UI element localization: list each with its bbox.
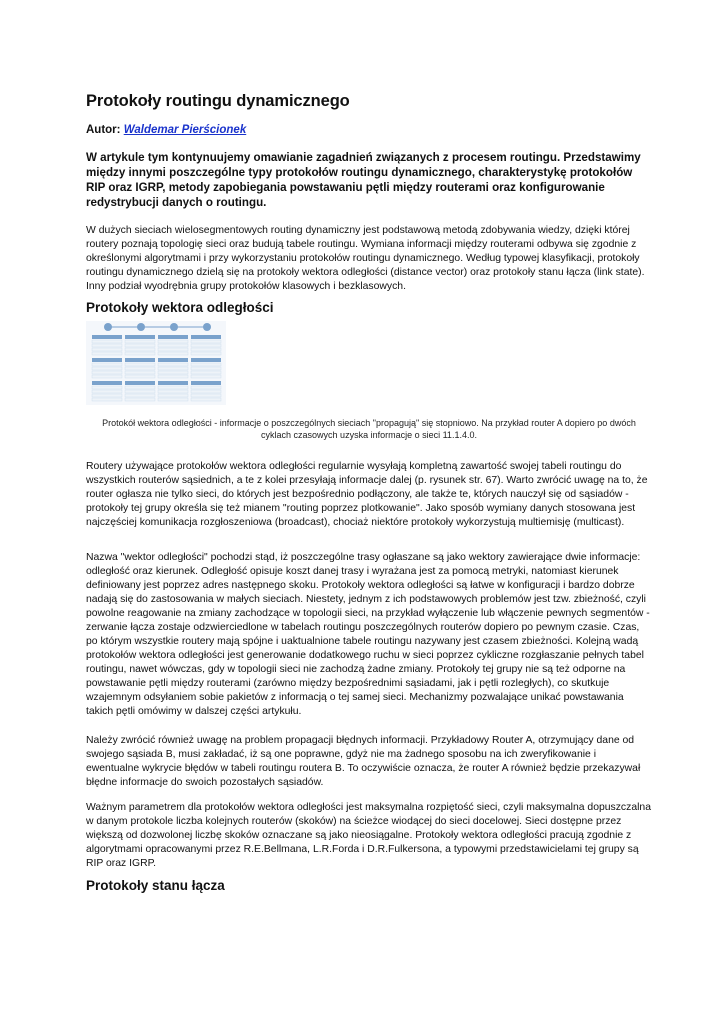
table-cell-row: [158, 390, 188, 393]
table-header: [125, 335, 155, 339]
table-header: [191, 335, 221, 339]
table-cell-row: [125, 398, 155, 401]
body-paragraph-2: Nazwa "wektor odległości" pochodzi stąd, iż poszczególne trasy ogłaszane są jako wektory zawierające dwie informacje: odległość oraz kierunek. Odległość opisuje koszt danej trasy i wyrażana jest za pomocą metryki, natomiast kierunek definiowany jest poprzez adres następnego skoku. Protokoły wektora odległości są łatwe w konfiguracji i bardzo dobrze nadają się do zastosowania w małych sieciach. Niestety, jednym z ich podstawowych problemów jest tzw. zbieżność, czyli powolne reagowanie na zmiany zachodzące w topologii sieci, na przykład wyłączenie lub włączenie pewnych segmentów - zerwanie łącza zostaje odzwierciedlone w tabelach routingu poszczególnych routerów dopiero po pewnym czasie. Czas, po którym wszystkie routery mają spójne i uaktualnione tabele routingu nazywany jest czasem zbieżności. Kolejną wadą protokołów wektora odległości jest generowanie dodatkowego ruchu w sieci poprzez cykliczne rozgłaszanie pełnych tabel routingu, nawet wówczas, gdy w topologii sieci nie zachodzą żadne zmiany. Protokoły tej grupy nie są też odporne na powstawanie pętli między routerami (zarówno między bezpośrednimi sąsiadami, jak i pętli rozległych), co skutkuje wzajemnym odsyłaniem sobie pakietów z informacją o tej samej sieci. Mechanizmy pozwalające unikać powstawania takich pętli omówimy w dalszej części artykułu.: [86, 552, 650, 717]
table-cell-row: [191, 344, 221, 347]
table-cell-row: [125, 371, 155, 374]
table-cell-row: [191, 371, 221, 374]
table-cell-row: [125, 386, 155, 389]
routing-tables-figure: [86, 321, 226, 405]
table-header: [125, 381, 155, 385]
table-cell-row: [92, 398, 122, 401]
table-cell-row: [191, 367, 221, 370]
table-cell-row: [158, 398, 188, 401]
table-header: [158, 358, 188, 362]
author-line: [86, 124, 246, 136]
author-link[interactable]: Waldemar Pierścionek: [123, 124, 247, 136]
body-paragraph-3: Należy zwrócić również uwagę na problem propagacji błędnych informacji. Przykładowy Router A, otrzymujący dane od swojego sąsiada B, musi zakładać, iż są one poprawne, gdyż nie ma żadnego sposobu na ich zweryfikowanie i ewentualne wykrycie błędów w tabeli routingu routera B. To oczywiście oznacza, że router A również będzie przekazywał błędne informacje do swoich pozostałych sąsiadów.: [86, 735, 641, 788]
author-label: Autor:: [86, 124, 121, 136]
table-cell-row: [92, 363, 122, 366]
table-cell-row: [125, 352, 155, 355]
table-cell-row: [92, 386, 122, 389]
table-cell-row: [191, 352, 221, 355]
table-cell-row: [158, 363, 188, 366]
table-cell-row: [158, 340, 188, 343]
table-cell-row: [125, 363, 155, 366]
table-cell-row: [158, 352, 188, 355]
table-header: [125, 358, 155, 362]
body-paragraph-1: Routery używające protokołów wektora odległości regularnie wysyłają kompletną zawartość swojej tabeli routingu do wszystkich routerów sąsiednich, a te z kolei przesyłają informacje dalej (p. rysunek str. 67). Warto zwrócić uwagę na to, że router ogłasza nie tylko sieci, do których jest bezpośrednio podłączony, ale także te, których nauczył się od sąsiadów - protokoły tej grupy określa się też mianem "routing poprzez plotkowanie". Jako sposób wymiany danych stosowana jest najczęściej komunikacja rozgłoszeniowa (broadcast), chociaż niektóre protokoły wykorzystują multiemisję (multicast).: [86, 461, 648, 528]
table-cell-row: [92, 367, 122, 370]
table-cell-row: [92, 390, 122, 393]
table-cell-row: [191, 375, 221, 378]
table-cell-row: [92, 344, 122, 347]
section-heading-link-state: Protokoły stanu łącza: [86, 878, 225, 893]
table-cell-row: [191, 398, 221, 401]
table-cell-row: [125, 344, 155, 347]
section-heading-distance-vector: Protokoły wektora odległości: [86, 300, 274, 315]
table-cell-row: [92, 340, 122, 343]
table-cell-row: [158, 375, 188, 378]
table-cell-row: [92, 352, 122, 355]
table-cell-row: [125, 394, 155, 397]
body-paragraph-4: Ważnym parametrem dla protokołów wektora odległości jest maksymalna rozpiętość sieci, czyli maksymalna dopuszczalna w danym protokole liczba kolejnych routerów (skoków) na ścieżce wiodącej do sieci docelowej. Sieci dostępne przez większą od dozwolonej liczbę skoków oznaczane są jako nieosiągalne. Protokoły wektora odległości pracują zgodnie z algorytmami opracowanymi przez R.E.Bellmana, L.R.Forda i D.R.Fulkersona, a typowymi przedstawicielami tej grupy są RIP oraz IGRP.: [86, 802, 651, 869]
table-header: [92, 358, 122, 362]
table-header: [191, 381, 221, 385]
table-header: [158, 381, 188, 385]
table-cell-row: [191, 340, 221, 343]
table-cell-row: [92, 375, 122, 378]
intro-paragraph: W dużych sieciach wielosegmentowych routing dynamiczny jest podstawową metodą zdobywania wiedzy, dzięki której routery poznają topologię sieci oraz budują tabele routingu. Wymiana informacji między routerami odbywa się zgodnie z określonymi algorytmami i przy wykorzystaniu protokołów routingu dynamicznego. Według typowej klasyfikacji, protokoły routingu dynamicznego dzielą się na protokoły wektora odległości (distance vector) oraz protokoły stanu łącza (link state). Inny podział wyodrębnia grupy protokołów klasowych i bezklasowych.: [86, 225, 645, 292]
table-cell-row: [125, 348, 155, 351]
table-cell-row: [92, 394, 122, 397]
table-cell-row: [191, 363, 221, 366]
table-cell-row: [191, 386, 221, 389]
figure-caption: Protokół wektora odległości - informacje o poszczególnych sieciach "propagują" się stopniowo. Na przykład router A dopiero po dwóch cyklach czasowych uzyska informacje o sieci 11.1.4.0.: [102, 418, 636, 440]
table-cell-row: [158, 386, 188, 389]
table-cell-row: [125, 390, 155, 393]
table-cell-row: [92, 371, 122, 374]
table-cell-row: [125, 367, 155, 370]
table-cell-row: [125, 340, 155, 343]
lead-paragraph: W artykule tym kontynuujemy omawianie zagadnień związanych z procesem routingu. Przedstawimy między innymi poszczególne typy protokołów routingu dynamicznego, charakterystykę protokołów RIP oraz IGRP, metody zapobiegania powstawaniu pętli między routerami oraz konfigurowanie redystrybucji danych o routingu.: [86, 151, 641, 209]
table-cell-row: [158, 367, 188, 370]
table-header: [191, 358, 221, 362]
table-header: [158, 335, 188, 339]
table-header: [92, 335, 122, 339]
table-cell-row: [191, 348, 221, 351]
table-header: [92, 381, 122, 385]
table-cell-row: [158, 348, 188, 351]
table-cell-row: [158, 371, 188, 374]
table-cell-row: [158, 394, 188, 397]
table-cell-row: [92, 348, 122, 351]
table-cell-row: [125, 375, 155, 378]
table-cell-row: [191, 394, 221, 397]
article-title: Protokoły routingu dynamicznego: [86, 92, 350, 110]
table-cell-row: [191, 390, 221, 393]
table-cell-row: [158, 344, 188, 347]
